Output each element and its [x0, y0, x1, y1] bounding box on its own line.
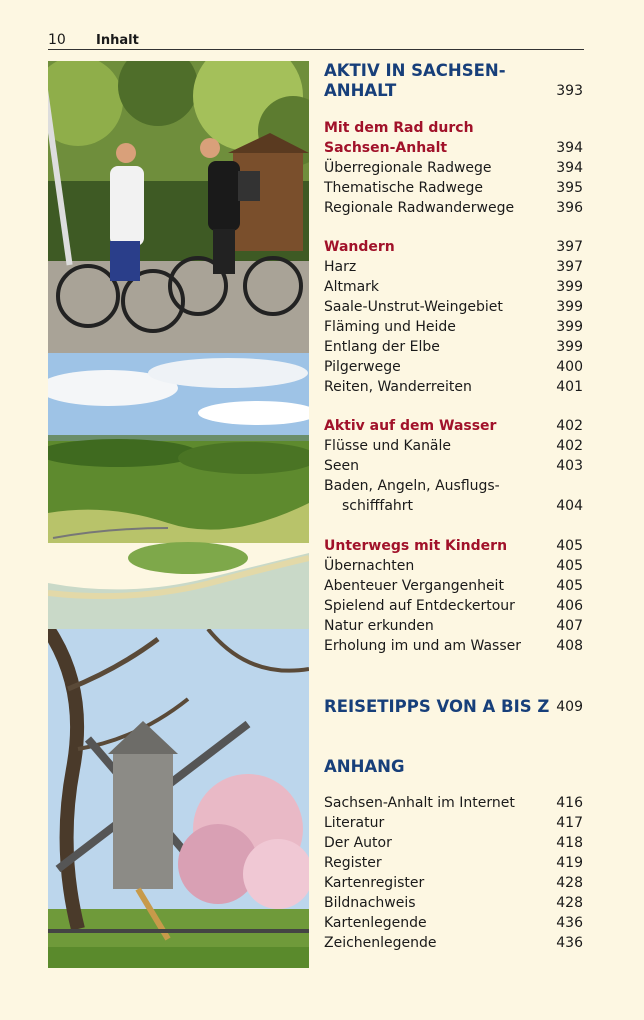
page-number: 10 [48, 32, 66, 48]
windmill-photo [48, 629, 309, 968]
cyclists-photo [48, 61, 309, 353]
landscape-photo [48, 353, 309, 629]
section-title: Inhalt [96, 33, 139, 48]
photo-column [48, 61, 309, 968]
page-header [48, 31, 584, 50]
